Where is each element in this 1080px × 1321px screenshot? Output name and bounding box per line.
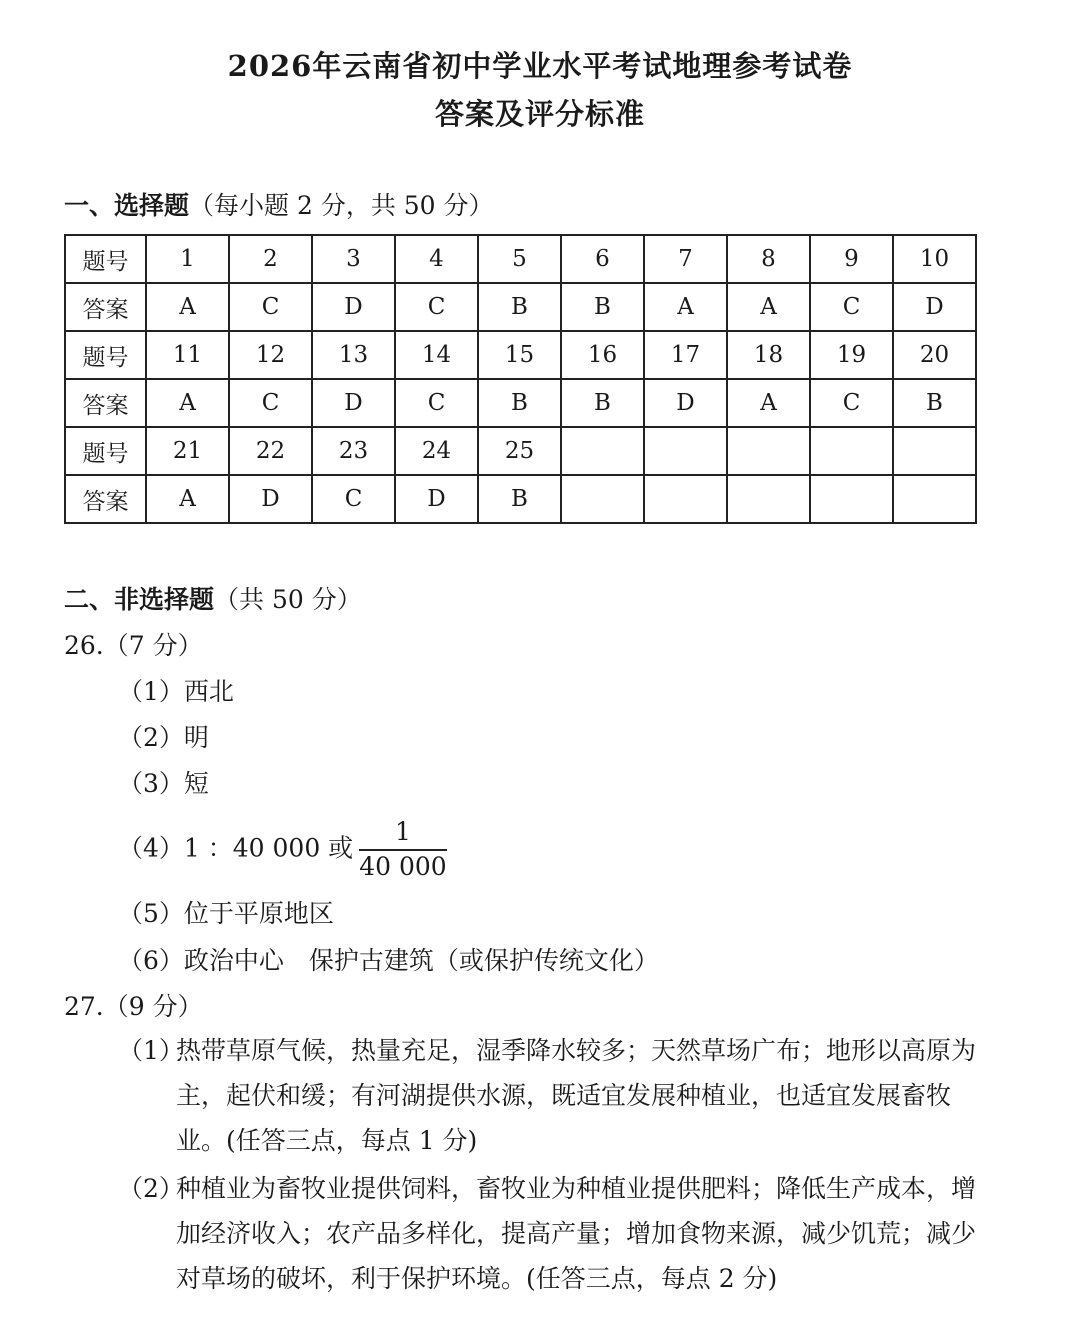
q26-item: [118, 718, 209, 754]
answer-cell: C: [312, 475, 395, 523]
item-number: （2）: [118, 1174, 184, 1203]
q27-item: [118, 1166, 988, 1301]
answer-cell: C: [395, 283, 478, 331]
question-number-row-label: 题号: [65, 235, 146, 283]
question-number-cell: 16: [561, 331, 644, 379]
answer-row: [65, 379, 976, 427]
answer-cell: C: [229, 283, 312, 331]
question-number-cell: 1: [146, 235, 229, 283]
answer-row-label: 答案: [65, 475, 146, 523]
item-number: （2）: [118, 723, 184, 752]
question-number-cell: [644, 427, 727, 475]
answer-cell: C: [810, 283, 893, 331]
question-number-cell: 7: [644, 235, 727, 283]
q26-item: [118, 764, 209, 800]
question-number-cell: [893, 427, 976, 475]
answer-cell: [727, 475, 810, 523]
item-number: （5）: [118, 899, 184, 928]
answer-cell: C: [229, 379, 312, 427]
fraction-denominator: 40 000: [359, 851, 447, 881]
item-answer: 种植业为畜牧业提供饲料，畜牧业为种植业提供肥料；降低生产成本，增加经济收入；农产品多样化，提高产量；增加食物来源，减少饥荒；减少对草场的破坏，利于保护环境。(任答三点，每点 2 分): [176, 1174, 977, 1293]
answer-cell: [893, 475, 976, 523]
question-number-cell: 5: [478, 235, 561, 283]
question-number-cell: 17: [644, 331, 727, 379]
section-nonchoice-heading: [64, 580, 362, 616]
section-choice-note: （每小题 2 分，共 50 分）: [189, 191, 494, 220]
question-number-cell: 19: [810, 331, 893, 379]
question-number-cell: 24: [395, 427, 478, 475]
answer-cell: A: [727, 283, 810, 331]
question-number-cell: 4: [395, 235, 478, 283]
answer-cell: A: [727, 379, 810, 427]
answer-cell: A: [644, 283, 727, 331]
item-number: （1）: [118, 1036, 184, 1065]
q27-item: [118, 1028, 988, 1163]
question-number-cell: 15: [478, 331, 561, 379]
answer-cell: B: [478, 475, 561, 523]
answer-cell: B: [893, 379, 976, 427]
answer-cell: D: [395, 475, 478, 523]
question-number-cell: 20: [893, 331, 976, 379]
question-number-cell: 14: [395, 331, 478, 379]
item-answer: 1 ：40 000 或: [183, 833, 354, 863]
item-answer: 位于平原地区: [183, 899, 334, 928]
answer-cell: [810, 475, 893, 523]
page-subtitle: 答案及评分标准: [434, 97, 645, 131]
answer-cell: A: [146, 283, 229, 331]
answer-row-label: 答案: [65, 379, 146, 427]
question-number-cell: 9: [810, 235, 893, 283]
answer-row-label: 答案: [65, 283, 146, 331]
item-answer: 西北: [183, 677, 234, 706]
question-number-cell: 2: [229, 235, 312, 283]
q26-item: [118, 941, 659, 977]
item-number: （4）: [118, 833, 184, 863]
question-number-cell: 11: [146, 331, 229, 379]
answer-cell: B: [478, 283, 561, 331]
question-number-cell: 10: [893, 235, 976, 283]
page-title: 2026年云南省初中学业水平考试地理参考试卷: [227, 49, 853, 83]
answer-cell: B: [478, 379, 561, 427]
question-number-row-label: 题号: [65, 331, 146, 379]
q27-label: 27.（9 分）: [64, 992, 203, 1021]
question-number-cell: [810, 427, 893, 475]
section-nonchoice-note: （共 50 分）: [214, 585, 362, 614]
answer-cell: B: [561, 379, 644, 427]
answer-cell: D: [312, 283, 395, 331]
answer-cell: D: [893, 283, 976, 331]
answer-cell: [561, 475, 644, 523]
answer-row: [65, 283, 976, 331]
item-answer: 明: [183, 723, 209, 752]
question-number-cell: 3: [312, 235, 395, 283]
question-number-row-label: 题号: [65, 427, 146, 475]
answer-cell: D: [644, 379, 727, 427]
question-number-cell: 6: [561, 235, 644, 283]
item-number: （1）: [118, 677, 184, 706]
item-answer: 政治中心 保护古建筑（或保护传统文化）: [183, 946, 659, 975]
answer-table: [64, 234, 977, 524]
item-answer: 热带草原气候，热量充足，湿季降水较多；天然草场广布；地形以高原为主，起伏和缓；有河湖提供水源，既适宜发展种植业，也适宜发展畜牧业。(任答三点，每点 1 分): [176, 1036, 977, 1155]
fraction-numerator: 1: [359, 818, 446, 851]
item-number: （3）: [118, 769, 184, 798]
answer-cell: A: [146, 379, 229, 427]
question-number-row: [65, 427, 976, 475]
q26-item: [118, 894, 334, 930]
section-choice-title: 一、选择题: [64, 191, 190, 220]
answer-cell: D: [229, 475, 312, 523]
question-number-cell: 18: [727, 331, 810, 379]
question-number-row: [65, 235, 976, 283]
item-answer: 短: [183, 769, 209, 798]
question-number-cell: 13: [312, 331, 395, 379]
q26-label: 26.（7 分）: [64, 631, 203, 660]
answer-cell: B: [561, 283, 644, 331]
question-number-cell: 8: [727, 235, 810, 283]
answer-row: [65, 475, 976, 523]
q26-item: [118, 672, 234, 708]
question-number-cell: 23: [312, 427, 395, 475]
question-number-cell: 12: [229, 331, 312, 379]
section-nonchoice-title: 二、非选择题: [64, 585, 215, 614]
q26-item: [118, 818, 447, 882]
question-number-cell: 21: [146, 427, 229, 475]
question-number-cell: [727, 427, 810, 475]
answer-cell: C: [810, 379, 893, 427]
question-number-cell: 25: [478, 427, 561, 475]
item-number: （6）: [118, 946, 184, 975]
question-number-row: [65, 331, 976, 379]
scale-fraction: [359, 818, 446, 882]
answer-cell: A: [146, 475, 229, 523]
answer-cell: D: [312, 379, 395, 427]
answer-cell: C: [395, 379, 478, 427]
section-choice-heading: [64, 186, 494, 222]
question-number-cell: [561, 427, 644, 475]
question-number-cell: 22: [229, 427, 312, 475]
answer-cell: [644, 475, 727, 523]
